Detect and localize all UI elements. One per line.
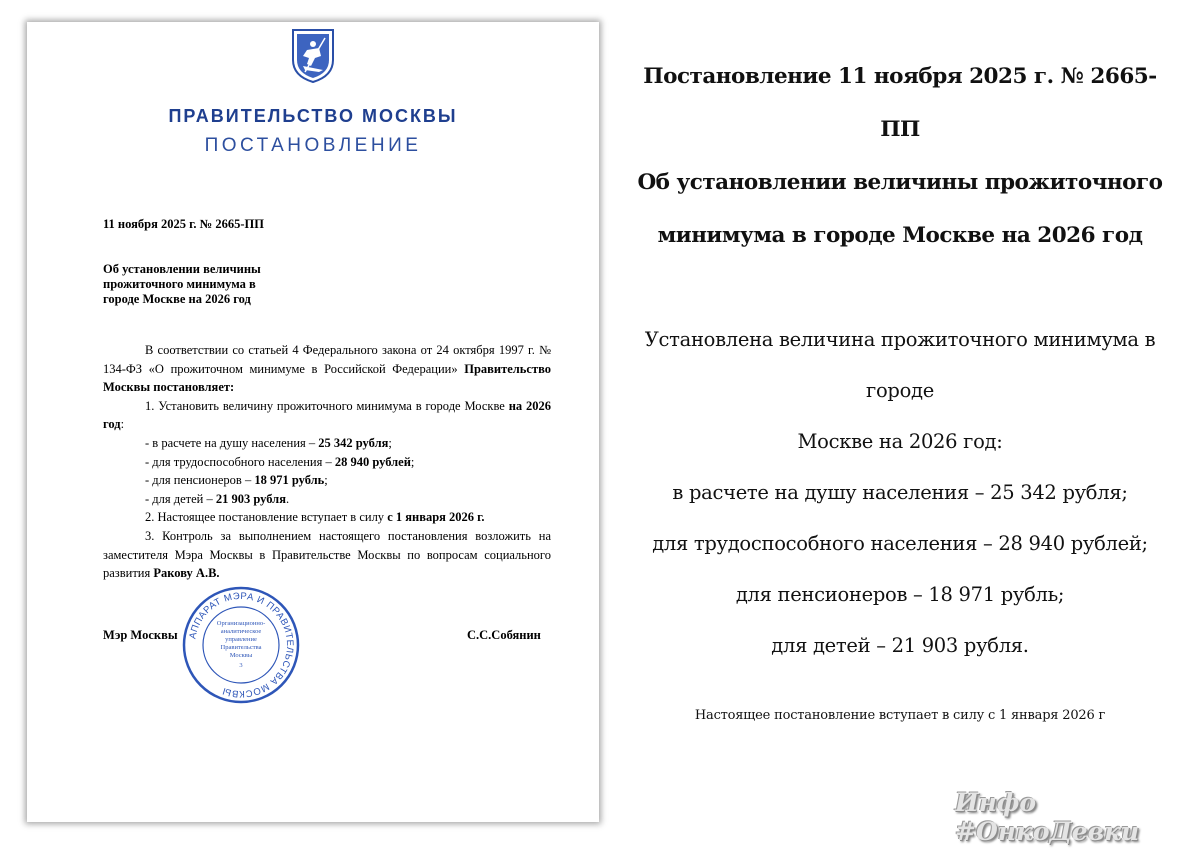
watermark: Инфо #ОнкоДевки [955,788,1140,846]
clause-2: 2. Настоящее постановление вступает в силу с 1 января 2026 г. [145,510,485,525]
signer-title: Мэр Москвы [103,628,178,642]
list-item: - для детей – 21 903 рубля. [145,491,290,506]
stamp-center-line: управление [225,636,257,643]
list-item: - в расчете на душу населения – 25 342 рубля; [145,435,392,450]
subject-line: прожиточного минимума в [103,277,256,291]
document-type: ПОСТАНОВЛЕНИЕ [204,135,422,156]
summary-body-line: Установлена величина прожиточного минимума в [644,328,1156,351]
stamp-center-line: 3 [239,662,243,669]
summary-title-line: Постановление 11 ноября 2025 г. № 2665-ПП [643,64,1157,142]
signer-name: С.С.Собянин [467,628,541,642]
stamp-center-line: аналитическое [220,628,262,635]
summary-body-line: в расчете на душу населения – 25 342 рубля; [672,481,1128,504]
document-page [27,22,599,822]
subject-line: Об установлении величины [103,262,261,276]
document-date-number: 11 ноября 2025 г. № 2665-ПП [103,217,264,231]
preamble: В соответствии со статьей 4 Федерального закона от 24 октября 1997 г. № 134-ФЗ «О прожиточном минимуме в Российской Федерации» Правительство Москвы постановляет: [103,343,552,395]
clause-1: 1. Установить величину прожиточного минимума в городе Москве на 2026 год: [103,398,552,432]
list-item: - для трудоспособного населения – 28 940 рублей; [145,454,415,469]
official-stamp [181,585,301,705]
stamp-center-line: Москвы [229,652,253,659]
stamp-center-line: Правительства [220,644,262,651]
subject-line: городе Москве на 2026 год [103,292,251,306]
summary-body-line: Москве на 2026 год: [797,430,1003,453]
stamp-center-line: Организационно- [216,620,266,627]
government-title: ПРАВИТЕЛЬСТВО МОСКВЫ [168,106,458,126]
list-item: - для пенсионеров – 18 971 рубль; [145,473,328,488]
summary-effective-note: Настоящее постановление вступает в силу с 1 января 2026 г [694,708,1106,723]
summary-body-line: для трудоспособного населения – 28 940 рублей; [652,532,1148,555]
stamp-ring-text: АППАРАТ МЭРА И ПРАВИТЕЛЬСТВА МОСКВЫ [187,590,296,700]
document-subject [103,262,308,307]
document-body [103,341,551,583]
summary-body-line: для детей – 21 903 рубля. [771,634,1029,657]
summary-title-line: минимума в городе Москве на 2026 год [657,223,1143,248]
summary-title-line: Об установлении величины прожиточного [637,170,1163,195]
moscow-coat-of-arms-icon [289,26,337,84]
clause-3: 3. Контроль за выполнением настоящего постановления возложить на заместителя Мэра Москвы в Правительстве Москвы по вопросам социального развития Ракову А.В. [103,528,551,581]
summary-body-line: городе [866,379,934,402]
summary-body-line: для пенсионеров – 18 971 рубль; [735,583,1065,606]
summary-panel [630,50,1170,723]
